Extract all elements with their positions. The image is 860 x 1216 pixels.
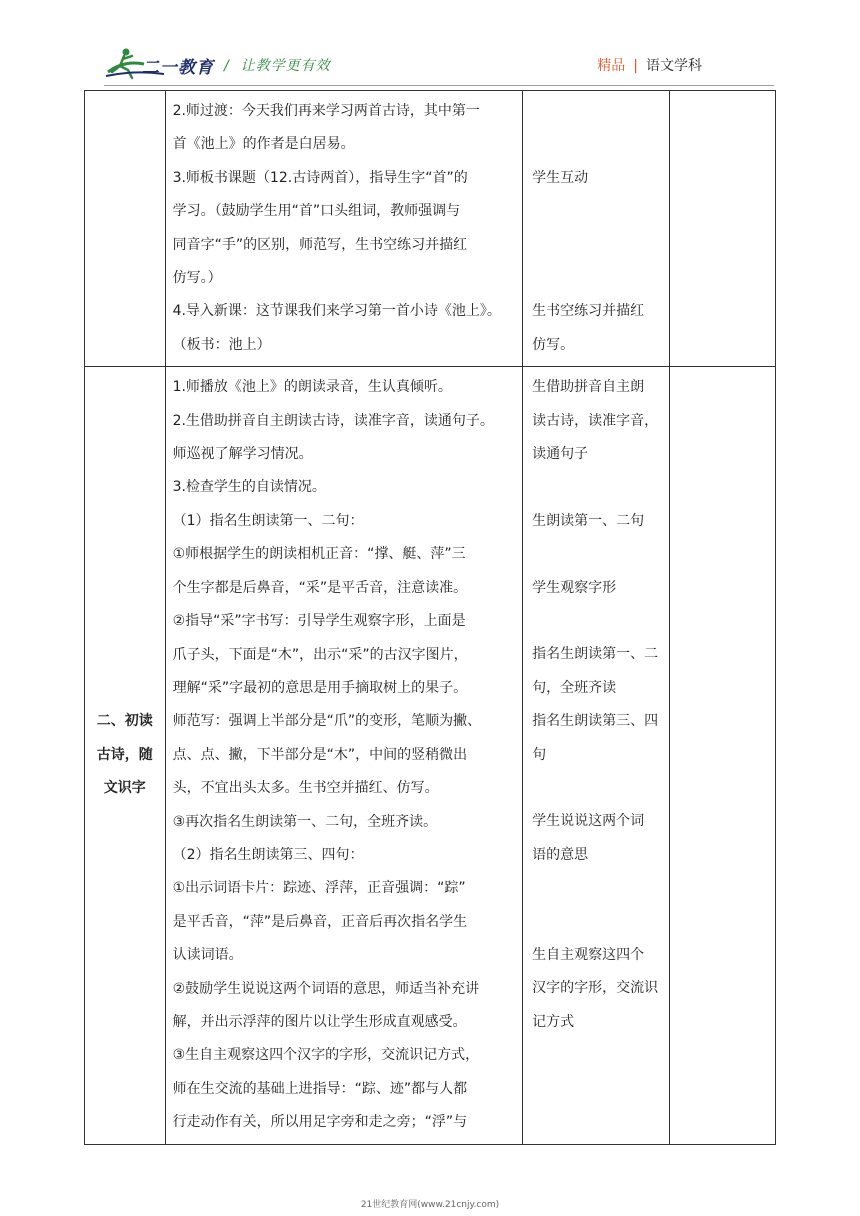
teaching-process-cell — [165, 91, 523, 367]
student-activity-cell — [523, 367, 670, 1144]
process-line: ②鼓励学生说说这两个词语的意思，师适当补充讲 — [172, 980, 480, 997]
process-line: 学习。（鼓励学生用“首”口头组词，教师强调与 — [172, 203, 461, 220]
process-line: ①出示词语卡片：踪迹、浮萍，正音强调：“踪” — [172, 880, 466, 897]
logo-text: 二一教育 — [142, 58, 214, 78]
process-line: 3.师板书课题（12.古诗两首），指导生字“首”的 — [172, 169, 468, 186]
activity-line: 生借助拼音自主朗 — [532, 379, 645, 396]
process-line: 点、点、撇，下半部分是“木”，中间的竖稍微出 — [172, 746, 468, 763]
process-line: 师在生交流的基础上进指导：“踪、迹”都与人都 — [172, 1080, 468, 1097]
activity-line: 汉字的字形，交流识 — [532, 980, 659, 997]
activity-line: 学生观察字形 — [532, 579, 617, 596]
activity-line: 语的意思 — [532, 846, 589, 863]
activity-line: 记方式 — [532, 1013, 575, 1030]
process-line: 爪子头，下面是“木”，出示“采”的古汉字图片， — [172, 646, 468, 663]
slogan: / 让教学更有效 — [224, 58, 331, 74]
page-header — [0, 0, 860, 90]
activity-line: 生书空练习并描红 — [532, 303, 645, 320]
activity-spacer — [532, 471, 663, 504]
process-line: 首《池上》的作者是白居易。 — [172, 136, 355, 153]
process-line: ②指导“采”字书写：引导学生观察字形，上面是 — [172, 613, 466, 630]
process-line: 2.师过渡：今天我们再来学习两首古诗，其中第一 — [172, 103, 480, 119]
stage-cell — [85, 91, 166, 367]
activity-line: 生自主观察这四个 — [532, 947, 645, 964]
activity-line: 学生互动 — [532, 169, 589, 186]
design-intent-cell — [670, 91, 776, 367]
process-line: ①师根据学生的朗读相机正音：“撑、艇、萍”三 — [172, 546, 466, 563]
subject-label: 语文学科 — [646, 58, 702, 74]
activity-line: 学生说说这两个词 — [532, 813, 645, 830]
activity-line: 读通句子 — [532, 446, 589, 463]
activity-spacer — [532, 128, 663, 161]
process-line: 1.师播放《池上》的朗读录音，生认真倾听。 — [172, 379, 452, 396]
design-intent-cell — [670, 367, 776, 1144]
activity-line: 指名生朗读第三、四 — [532, 713, 659, 730]
process-line: 是平舌音，“萍”是后鼻音，正音后再次指名学生 — [172, 913, 468, 930]
activity-line: 句 — [532, 746, 547, 763]
process-line: 头，不宜出头太多。生书空并描红、仿写。 — [172, 780, 439, 797]
table-row — [85, 91, 776, 367]
process-line: 个生字都是后鼻音，“采”是平舌音，注意读准。 — [172, 579, 468, 596]
process-line: 同音字“手”的区别，师范写，生书空练习并描红 — [172, 236, 468, 253]
activity-spacer — [532, 195, 663, 228]
header-subject-label — [597, 55, 702, 75]
process-line: 仿写。） — [172, 270, 222, 287]
process-line: 认读词语。 — [172, 947, 243, 964]
header-divider — [104, 85, 774, 86]
activity-line: 仿写。 — [532, 336, 575, 353]
activity-spacer — [532, 906, 663, 939]
lesson-plan-table — [84, 90, 776, 1145]
process-line: （板书：池上） — [172, 336, 271, 353]
process-line: ③再次指名生朗读第一、二句，全班齐读。 — [172, 813, 438, 830]
process-line: （1）指名生朗读第一、二句： — [172, 512, 364, 529]
page-footer: 21世纪教育网(www.21cnjy.com) — [360, 1200, 500, 1210]
process-line: 师范写：强调上半部分是“爪”的变形，笔顺为撇、 — [172, 713, 482, 730]
teaching-process-cell — [165, 367, 523, 1144]
activity-spacer — [532, 95, 663, 128]
activity-spacer — [532, 229, 663, 262]
header-separator: | — [633, 58, 638, 74]
activity-spacer — [532, 538, 663, 571]
process-line: 理解“采”字最初的意思是用手摘取树上的果子。 — [172, 679, 468, 696]
activity-line: 句，全班齐读 — [532, 679, 617, 696]
activity-spacer — [532, 872, 663, 905]
process-line: 解，并出示浮萍的图片以让学生形成直观感受。 — [172, 1013, 467, 1030]
activity-line: 指名生朗读第一、二 — [532, 646, 659, 663]
process-line: ③生自主观察这四个汉字的字形，交流识记方式， — [172, 1047, 480, 1064]
table-row — [85, 367, 776, 1144]
process-line: 4.导入新课：这节课我们来学习第一首小诗《池上》。 — [172, 303, 501, 320]
process-line: 3.检查学生的自读情况。 — [172, 479, 326, 496]
process-line: （2）指名生朗读第三、四句： — [172, 846, 364, 863]
process-line: 师巡视了解学习情况。 — [172, 446, 313, 463]
quality-label: 精品 — [597, 58, 626, 74]
stage-cell: 二、初读古诗，随文识字 — [85, 367, 166, 1144]
activity-spacer — [532, 605, 663, 638]
activity-line: 读古诗，读准字音， — [532, 412, 659, 429]
slogan-text: 让教学更有效 — [240, 58, 331, 74]
activity-spacer — [532, 772, 663, 805]
activity-line: 生朗读第一、二句 — [532, 512, 645, 529]
process-line: 2.生借助拼音自主朗读古诗，读准字音，读通句子。 — [172, 412, 494, 429]
activity-spacer — [532, 262, 663, 295]
process-line: 行走动作有关，所以用足字旁和走之旁；“浮”与 — [172, 1114, 468, 1131]
student-activity-cell — [523, 91, 670, 367]
